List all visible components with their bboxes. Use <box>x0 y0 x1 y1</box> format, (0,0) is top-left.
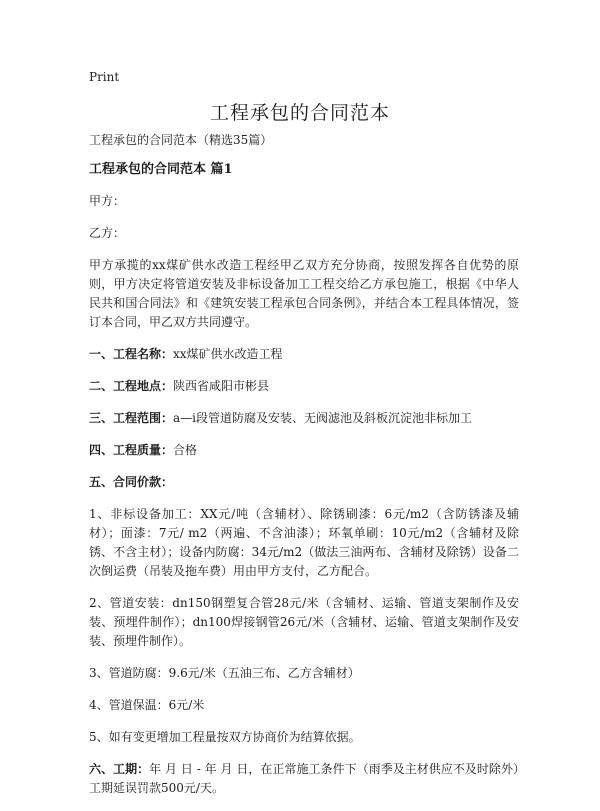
price-item-5: 5、如有变更增加工程量按双方协商价为结算依据。 <box>89 730 361 744</box>
item-contract-price <box>89 473 519 492</box>
item-label: 六、工期： <box>89 762 150 776</box>
price-item-4: 4、管道保温：6元/米 <box>89 698 205 712</box>
price-item-1: 1、非标设备加工：XX元/吨（含辅材）、除锈刷漆：6元/m2（含防锈漆及辅材）；面漆：7元/ m2（两遍、不含油漆）；环氧单刷：10元/m2（含辅材及除锈、不含主材）；设备内防腐：34元/m2（做法三油两布、含辅材及除锈）设备二次倒运费（吊装及拖车费）用由甲方支付，乙方配合。 <box>89 507 519 578</box>
item-label: 二、工程地点： <box>89 379 174 393</box>
price-item-3: 3、管道防腐：9.6元/米（五油三布、乙方含辅材） <box>89 666 360 680</box>
print-link[interactable]: Print <box>89 70 120 84</box>
item-value: 合格 <box>173 443 198 457</box>
item-value: 年 月 日 - 年 月 日，在正常施工条件下（雨季及主材供应不及时除外）工期延误罚款500元/天。 <box>89 762 519 795</box>
item-label: 五、合同价款： <box>89 475 174 489</box>
document-subtitle: 工程承包的合同范本（精选35篇） <box>89 133 273 147</box>
section-heading: 工程承包的合同范本 篇1 <box>89 162 233 177</box>
party-a-line: 甲方： <box>89 194 126 208</box>
item-label: 三、工程范围： <box>89 411 174 425</box>
item-label: 一、工程名称： <box>89 347 174 361</box>
item-label: 四、工程质量： <box>89 443 174 457</box>
price-item-2: 2、管道安装：dn150钢塑复合管28元/米（含辅材、运输、管道支架制作及安装、预埋件制作）；dn100焊接钢管26元/米（含辅材、运输、管道支架制作及安装、预埋件制作）。 <box>89 596 519 648</box>
item-project-quality <box>89 441 519 460</box>
document-body <box>89 131 519 811</box>
item-value: 陕西省咸阳市彬县 <box>173 379 270 393</box>
page-title: 工程承包的合同范本 <box>209 102 390 124</box>
item-value: xx煤矿供水改造工程 <box>173 347 283 361</box>
intro-paragraph: 甲方承揽的xx煤矿供水改造工程经甲乙双方充分协商，按照发挥各自优势的原则，甲方决定将管道安装及非标设备加工工程交给乙方承包施工，根据《中华人民共和国合同法》和《建筑安装工程承包合同条例》，并结合本工程具体情况，签订本合同，甲乙双方共同遵守。 <box>89 258 519 329</box>
item-project-name <box>89 345 519 364</box>
item-term <box>89 760 519 798</box>
item-project-location <box>89 377 519 396</box>
party-b-line: 乙方： <box>89 226 126 240</box>
item-value: a—i段管道防腐及安装、无阀滤池及斜板沉淀池非标加工 <box>173 411 473 425</box>
item-project-scope <box>89 409 519 428</box>
